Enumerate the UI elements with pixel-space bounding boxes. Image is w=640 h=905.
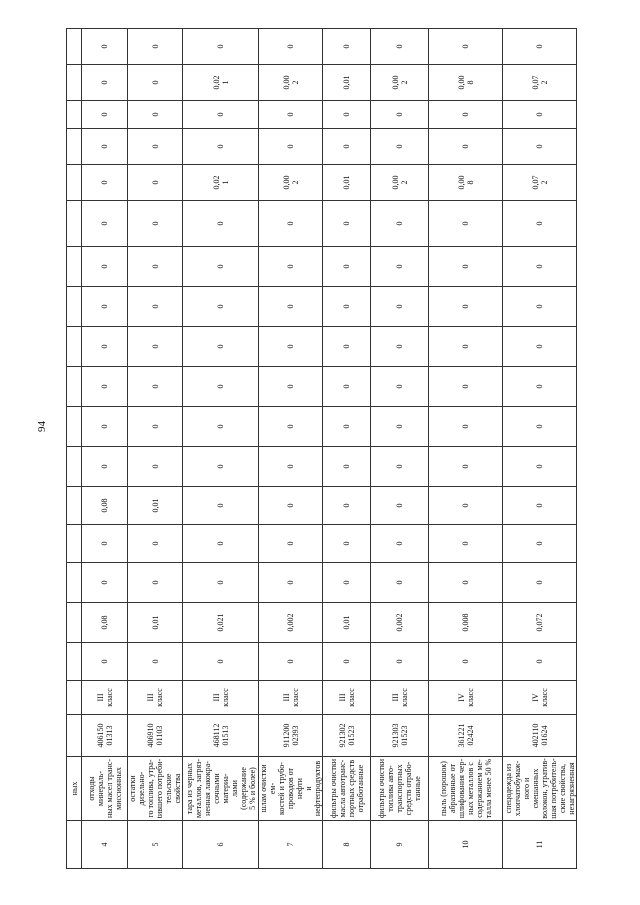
header-cell-empty xyxy=(67,603,82,643)
waste-name: спецодежда из хлопчатобумаж- ного и смешанных волокон, утратив- шая потребитель- ские свойства, незагрязненная xyxy=(503,758,576,819)
value-cell: 0,01 xyxy=(323,603,371,643)
hazard-class: III класс xyxy=(371,681,429,715)
value-cell: 0 xyxy=(323,201,371,247)
row-number: 6 xyxy=(183,821,259,869)
value-cell: 0 xyxy=(371,287,429,327)
value-cell: 0,072 xyxy=(503,603,577,643)
table-row xyxy=(259,29,323,869)
value-cell: 0 xyxy=(503,129,577,165)
value-cell: 0 xyxy=(259,367,323,407)
value-cell: 0 xyxy=(82,643,128,681)
value-cell: 0 xyxy=(259,29,323,65)
table-row xyxy=(503,29,577,869)
value-cell: 0 xyxy=(128,563,183,603)
value-cell: 0,00 8 xyxy=(429,65,503,101)
header-cell-empty xyxy=(67,447,82,487)
table-row xyxy=(128,29,183,869)
value-cell: 0 xyxy=(371,29,429,65)
value-cell: 0 xyxy=(371,247,429,287)
value-cell: 0 xyxy=(323,407,371,447)
value-cell: 0 xyxy=(371,367,429,407)
waste-name: тара из черных металлов, загряз- ненная лакокра- сочными материа- лами (содержание 5 % и более) xyxy=(183,757,259,821)
value-cell: 0 xyxy=(183,129,259,165)
value-cell: 0,021 xyxy=(183,603,259,643)
value-cell: 0 xyxy=(82,367,128,407)
value-cell: 0 xyxy=(323,101,371,129)
value-cell: 0 xyxy=(128,201,183,247)
header-cell-empty xyxy=(67,201,82,247)
value-cell: 0 xyxy=(183,563,259,603)
value-cell: 0 xyxy=(128,407,183,447)
value-cell: 0 xyxy=(371,327,429,367)
value-cell: 0 xyxy=(429,327,503,367)
value-cell: 0 xyxy=(429,201,503,247)
value-cell: 0 xyxy=(82,247,128,287)
value-cell: 0 xyxy=(128,287,183,327)
table-row xyxy=(429,29,503,869)
value-cell: 0 xyxy=(183,487,259,525)
value-cell: 0 xyxy=(429,563,503,603)
value-cell: 0 xyxy=(259,487,323,525)
row-number: 4 xyxy=(82,821,128,869)
value-cell: 0 xyxy=(259,327,323,367)
table-row xyxy=(82,29,128,869)
value-cell: 0 xyxy=(503,327,577,367)
header-fragment: ных xyxy=(67,757,82,821)
value-cell: 0 xyxy=(323,563,371,603)
value-cell: 0 xyxy=(259,129,323,165)
value-cell: 0,07 2 xyxy=(503,65,577,101)
header-cell-empty xyxy=(67,29,82,65)
value-cell: 0 xyxy=(323,525,371,563)
waste-table xyxy=(66,28,577,869)
value-cell: 0 xyxy=(183,101,259,129)
value-cell: 0 xyxy=(429,487,503,525)
value-cell: 0 xyxy=(503,101,577,129)
value-cell: 0 xyxy=(128,101,183,129)
value-cell: 0 xyxy=(371,101,429,129)
value-cell: 0 xyxy=(82,129,128,165)
value-cell: 0 xyxy=(371,407,429,447)
value-cell: 0,002 xyxy=(371,603,429,643)
hazard-class: III класс xyxy=(259,681,323,715)
value-cell: 0 xyxy=(259,525,323,563)
header-cell-empty xyxy=(67,487,82,525)
value-cell: 0 xyxy=(503,563,577,603)
hazard-class: IV класс xyxy=(503,681,577,715)
value-cell: 0 xyxy=(259,643,323,681)
value-cell: 0,02 1 xyxy=(183,65,259,101)
value-cell: 0 xyxy=(323,447,371,487)
value-cell: 0 xyxy=(503,643,577,681)
value-cell: 0 xyxy=(323,487,371,525)
value-cell: 0 xyxy=(82,165,128,201)
value-cell: 0 xyxy=(128,447,183,487)
value-cell: 0 xyxy=(183,525,259,563)
value-cell: 0 xyxy=(371,563,429,603)
value-cell: 0 xyxy=(323,29,371,65)
value-cell: 0 xyxy=(429,287,503,327)
value-cell: 0 xyxy=(128,29,183,65)
header-fragment-row xyxy=(67,29,82,869)
value-cell: 0,02 1 xyxy=(183,165,259,201)
row-number: 9 xyxy=(371,821,429,869)
header-cell-empty xyxy=(67,821,82,869)
row-number: 5 xyxy=(128,821,183,869)
fkko-code: 921303 01523 xyxy=(371,715,429,757)
value-cell: 0,00 8 xyxy=(429,165,503,201)
header-cell-empty xyxy=(67,681,82,715)
header-cell-empty xyxy=(67,563,82,603)
value-cell: 0 xyxy=(183,367,259,407)
table-row xyxy=(371,29,429,869)
value-cell: 0 xyxy=(259,447,323,487)
value-cell: 0 xyxy=(82,563,128,603)
waste-name: шлам очистки ем- костей и трубо- проводов от нефти и нефтепродуктов xyxy=(259,757,323,821)
table-row xyxy=(323,29,371,869)
header-cell-empty xyxy=(67,715,82,757)
value-cell: 0 xyxy=(259,287,323,327)
value-cell: 0 xyxy=(429,525,503,563)
value-cell: 0 xyxy=(259,101,323,129)
header-cell-empty xyxy=(67,101,82,129)
value-cell: 0 xyxy=(82,65,128,101)
hazard-class: III класс xyxy=(82,681,128,715)
value-cell: 0 xyxy=(429,247,503,287)
value-cell: 0 xyxy=(82,201,128,247)
value-cell: 0,07 2 xyxy=(503,165,577,201)
value-cell: 0 xyxy=(82,407,128,447)
value-cell: 0,00 2 xyxy=(371,165,429,201)
rotated-table-container xyxy=(66,31,574,869)
page-number: 94 xyxy=(36,421,48,432)
value-cell: 0 xyxy=(259,407,323,447)
value-cell: 0 xyxy=(429,101,503,129)
value-cell: 0 xyxy=(128,65,183,101)
value-cell: 0,00 2 xyxy=(371,65,429,101)
value-cell: 0,002 xyxy=(259,603,323,643)
value-cell: 0 xyxy=(323,287,371,327)
value-cell: 0 xyxy=(128,643,183,681)
value-cell: 0 xyxy=(429,367,503,407)
fkko-code: 402110 01624 xyxy=(503,715,577,757)
header-cell-empty xyxy=(67,287,82,327)
value-cell: 0 xyxy=(323,367,371,407)
value-cell: 0 xyxy=(183,287,259,327)
value-cell: 0 xyxy=(82,101,128,129)
value-cell: 0 xyxy=(183,247,259,287)
value-cell: 0 xyxy=(128,129,183,165)
header-cell-empty xyxy=(67,407,82,447)
value-cell: 0 xyxy=(128,367,183,407)
value-cell: 0 xyxy=(503,287,577,327)
value-cell: 0 xyxy=(503,525,577,563)
value-cell: 0 xyxy=(371,447,429,487)
fkko-code: 921302 01523 xyxy=(323,715,371,757)
waste-name: остатки дизельно- го топлива, утра- tившего потреби- тельские свойства xyxy=(128,757,183,821)
fkko-code: 406150 01313 xyxy=(82,715,128,757)
value-cell: 0 xyxy=(323,643,371,681)
value-cell: 0 xyxy=(323,129,371,165)
waste-name: пыль (порошок) абразивные от шлифования чер- ных металлов с содержанием ме- талла менее 50 % xyxy=(429,757,503,821)
value-cell: 0 xyxy=(128,327,183,367)
value-cell: 0,00 2 xyxy=(259,65,323,101)
table-row xyxy=(183,29,259,869)
hazard-class: III класс xyxy=(183,681,259,715)
value-cell: 0 xyxy=(82,447,128,487)
value-cell: 0,01 xyxy=(128,487,183,525)
value-cell: 0 xyxy=(82,525,128,563)
value-cell: 0 xyxy=(323,327,371,367)
value-cell: 0 xyxy=(371,129,429,165)
fkko-code: 361221 02424 xyxy=(429,715,503,757)
value-cell: 0 xyxy=(128,525,183,563)
value-cell: 0 xyxy=(82,287,128,327)
value-cell: 0 xyxy=(183,643,259,681)
value-cell: 0 xyxy=(429,447,503,487)
hazard-class: III класс xyxy=(128,681,183,715)
row-number: 8 xyxy=(323,821,371,869)
header-cell-empty xyxy=(67,367,82,407)
value-cell: 0 xyxy=(503,407,577,447)
fkko-code: 468112 01513 xyxy=(183,715,259,757)
value-cell: 0 xyxy=(128,247,183,287)
value-cell: 0,08 xyxy=(82,487,128,525)
value-cell: 0 xyxy=(429,29,503,65)
value-cell: 0 xyxy=(503,367,577,407)
value-cell: 0 xyxy=(323,247,371,287)
value-cell: 0 xyxy=(429,129,503,165)
waste-name: фильтры очистки топлива авто- транспортных средств отрабо- танные xyxy=(371,757,429,821)
value-cell: 0,01 xyxy=(128,603,183,643)
header-cell-empty xyxy=(67,165,82,201)
value-cell: 0 xyxy=(183,447,259,487)
waste-name: отходы минераль- ных масел транс- миссионных xyxy=(82,757,128,821)
value-cell: 0 xyxy=(82,327,128,367)
value-cell: 0 xyxy=(503,247,577,287)
header-cell-empty xyxy=(67,247,82,287)
value-cell: 0 xyxy=(503,29,577,65)
value-cell: 0 xyxy=(503,487,577,525)
value-cell: 0 xyxy=(503,447,577,487)
value-cell: 0 xyxy=(503,201,577,247)
hazard-class: IV класс xyxy=(429,681,503,715)
value-cell: 0 xyxy=(371,525,429,563)
row-number: 7 xyxy=(259,821,323,869)
value-cell: 0,08 xyxy=(82,603,128,643)
value-cell: 0 xyxy=(183,201,259,247)
value-cell: 0,01 xyxy=(323,165,371,201)
value-cell: 0 xyxy=(183,327,259,367)
value-cell: 0 xyxy=(371,201,429,247)
row-number: 11 xyxy=(503,821,577,869)
header-cell-empty xyxy=(67,643,82,681)
header-cell-empty xyxy=(67,327,82,367)
header-cell-empty xyxy=(67,65,82,101)
value-cell: 0,008 xyxy=(429,603,503,643)
value-cell: 0 xyxy=(429,643,503,681)
header-cell-empty xyxy=(67,525,82,563)
value-cell: 0 xyxy=(128,165,183,201)
value-cell: 0,00 2 xyxy=(259,165,323,201)
value-cell: 0 xyxy=(259,247,323,287)
waste-name: фильтры очистки масла автотранс- портных средств отработанные xyxy=(323,757,371,821)
row-number: 10 xyxy=(429,821,503,869)
value-cell: 0 xyxy=(183,29,259,65)
hazard-class: III класс xyxy=(323,681,371,715)
value-cell: 0 xyxy=(371,487,429,525)
fkko-code: 911200 02393 xyxy=(259,715,323,757)
value-cell: 0 xyxy=(371,643,429,681)
value-cell: 0 xyxy=(259,563,323,603)
value-cell: 0 xyxy=(183,407,259,447)
header-cell-empty xyxy=(67,129,82,165)
value-cell: 0 xyxy=(429,407,503,447)
fkko-code: 406910 01103 xyxy=(128,715,183,757)
value-cell: 0,01 xyxy=(323,65,371,101)
value-cell: 0 xyxy=(259,201,323,247)
value-cell: 0 xyxy=(82,29,128,65)
